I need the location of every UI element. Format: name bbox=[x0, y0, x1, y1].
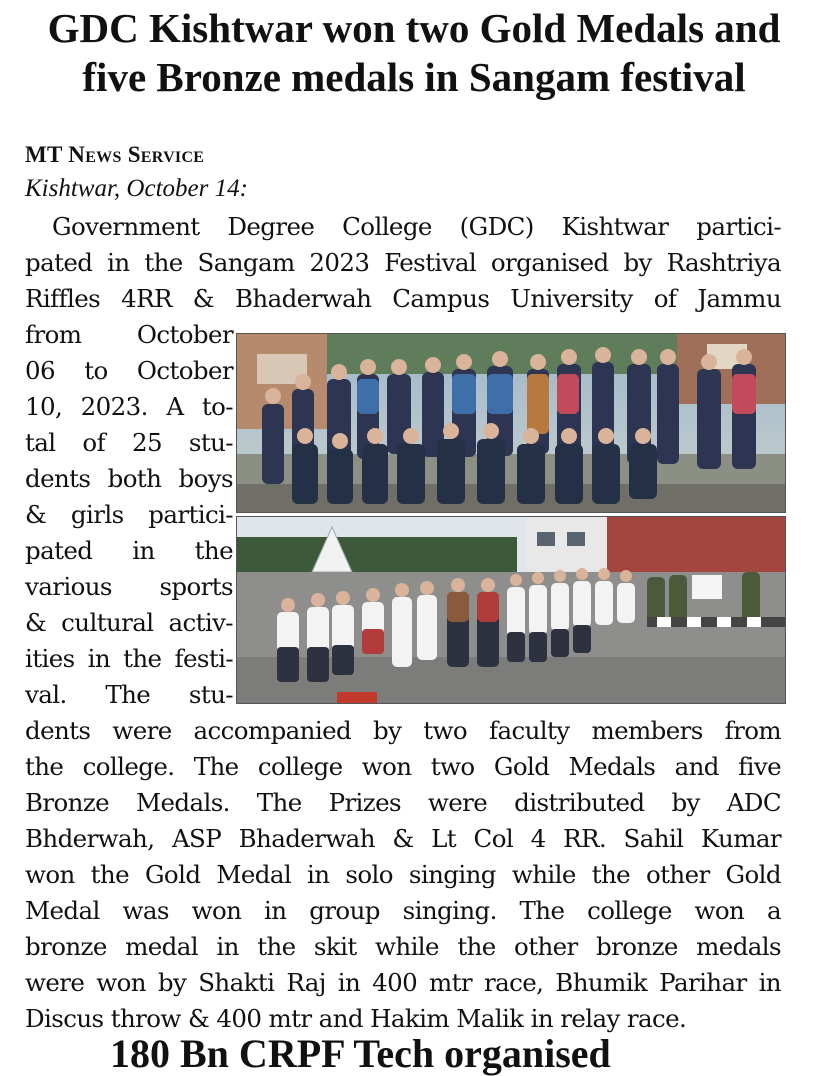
next-article-headline-fragment bbox=[20, 1031, 800, 1076]
lineup-photo-image bbox=[237, 517, 785, 703]
body-line: & girls partici- bbox=[25, 500, 233, 529]
body-line: 10, 2023. A to- bbox=[25, 392, 233, 421]
body-line: ities in the festi- bbox=[25, 644, 233, 673]
body-line: Government Degree College (GDC) Kishtwar partici- bbox=[52, 212, 781, 241]
body-line: from October bbox=[25, 320, 233, 349]
headline-line-1: GDC Kishtwar won two Gold Medals and bbox=[47, 5, 781, 51]
body-line: val. The stu- bbox=[25, 680, 233, 709]
body-line: Riffles 4RR & Bhaderwah Campus University of Jammu bbox=[25, 284, 781, 313]
body-line: Bhderwah, ASP Bhaderwah & Lt Col 4 RR. Sahil Kumar bbox=[25, 824, 781, 853]
body-line: Medal was won in group singing. The college won a bbox=[25, 896, 781, 925]
body-line: 06 to October bbox=[25, 356, 233, 385]
group-photo-image bbox=[237, 334, 785, 512]
body-line: won the Gold Medal in solo singing while the other Gold bbox=[25, 860, 781, 889]
lineup-photo bbox=[236, 516, 786, 704]
body-line: pated in the bbox=[25, 536, 233, 565]
group-photo bbox=[236, 333, 786, 513]
dateline: Kishtwar, October 14: bbox=[25, 175, 248, 202]
body-line: Discus throw & 400 mtr and Hakim Malik in relay race. bbox=[25, 1004, 687, 1033]
body-line: tal of 25 stu- bbox=[25, 428, 233, 457]
body-line: pated in the Sangam 2023 Festival organised by Rashtriya bbox=[25, 248, 781, 277]
byline: MT News Service bbox=[25, 142, 205, 167]
body-line: bronze medal in the skit while the other bronze medals bbox=[25, 932, 781, 961]
body-line: various sports bbox=[25, 572, 233, 601]
next-headline-text: 180 Bn CRPF Tech organised bbox=[110, 1031, 611, 1076]
body-line: & cultural activ- bbox=[25, 608, 233, 637]
body-line: dents both boys bbox=[25, 464, 233, 493]
body-line: dents were accompanied by two faculty members from bbox=[25, 716, 781, 745]
headline-line-2: five Bronze medals in Sangam festival bbox=[82, 54, 746, 100]
headline bbox=[0, 4, 828, 102]
body-line: were won by Shakti Raj in 400 mtr race, Bhumik Parihar in bbox=[25, 968, 781, 997]
body-line: Bronze Medals. The Prizes were distributed by ADC bbox=[25, 788, 781, 817]
body-line: the college. The college won two Gold Medals and five bbox=[25, 752, 781, 781]
